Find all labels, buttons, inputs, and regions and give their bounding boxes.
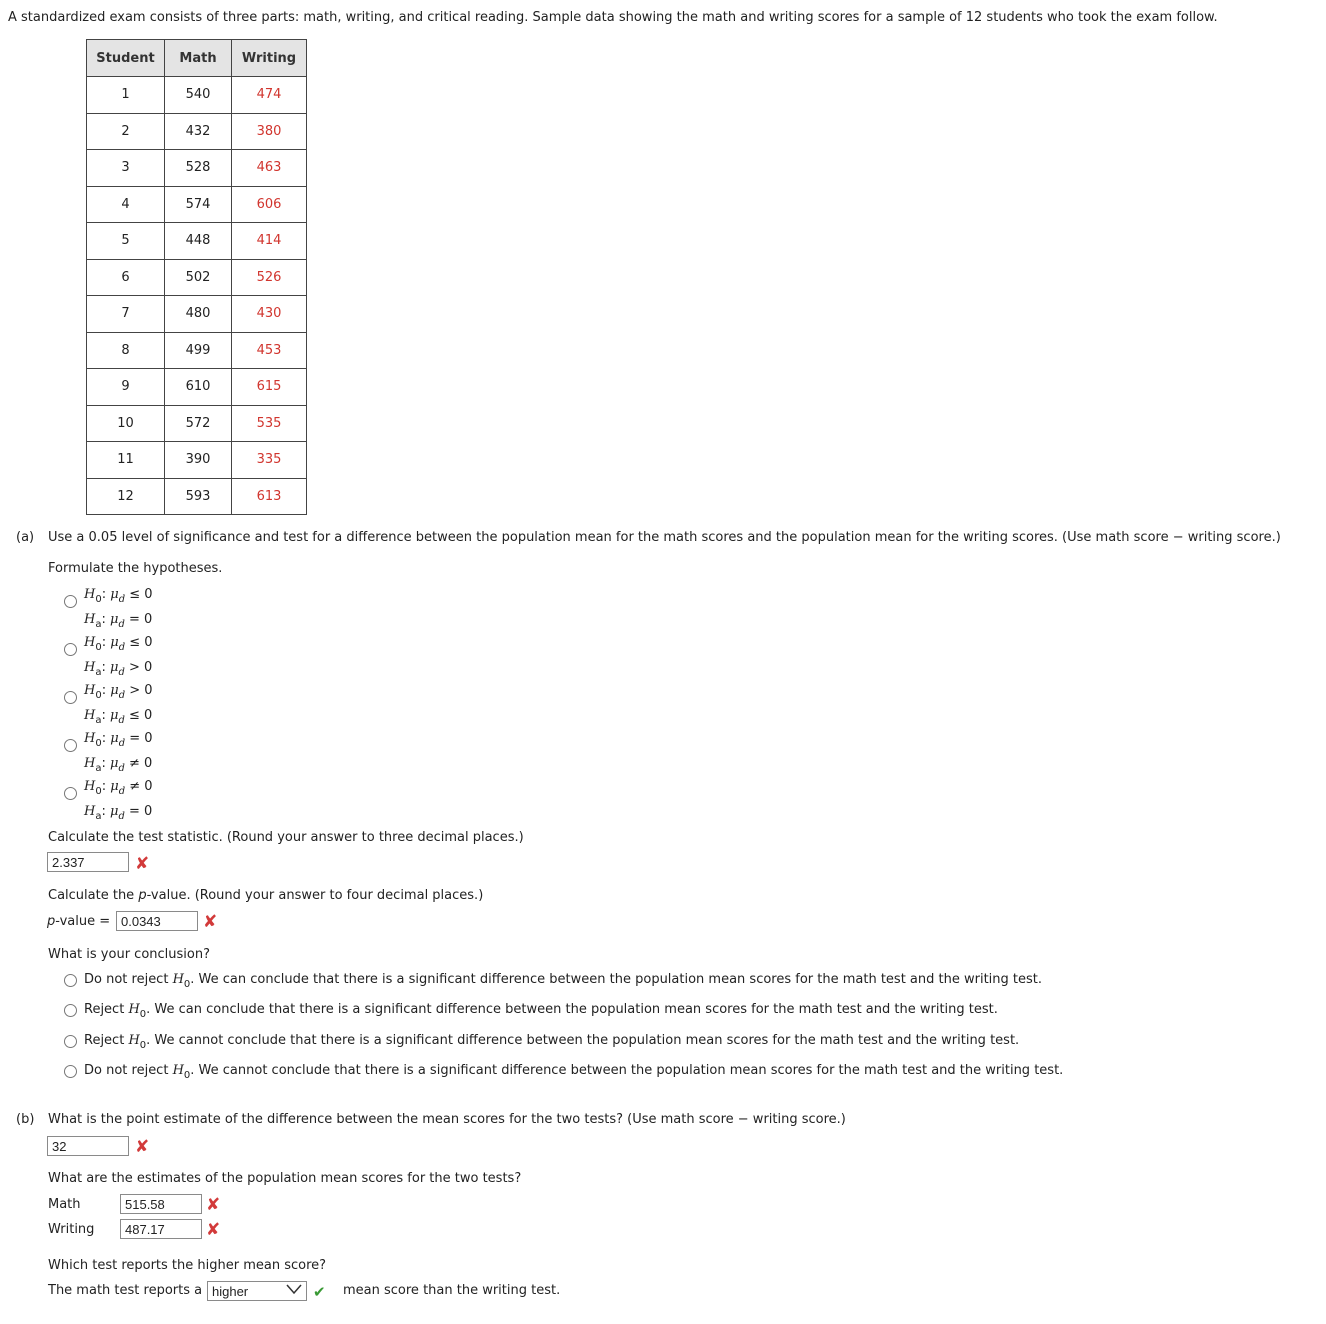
table-row xyxy=(87,442,307,479)
table-row xyxy=(87,332,307,369)
writing-mean-wrong-icon: ✘ xyxy=(206,1220,221,1240)
table-row xyxy=(87,113,307,150)
higher-select-value: higher xyxy=(212,1284,249,1299)
conclusion-radio-1[interactable] xyxy=(64,974,77,987)
cell-writing: 526 xyxy=(232,259,307,296)
cell-student: 7 xyxy=(87,296,165,333)
header-student: Student xyxy=(87,40,165,77)
writing-label: Writing xyxy=(48,1222,95,1237)
cell-writing: 430 xyxy=(232,296,307,333)
pvalue-label: p-value = xyxy=(47,914,111,929)
hypothesis-radio-1[interactable] xyxy=(64,595,77,608)
cell-math: 540 xyxy=(165,77,232,114)
part-a-question: Use a 0.05 level of significance and test for a difference between the population mean for the math scores and the population mean for the writing scores. (Use math score − writing score.) xyxy=(48,530,1281,545)
hypothesis-option-3: $H_0$: $\mu_d > 0$ $H_a$: $\mu_d \le 0$ xyxy=(84,683,153,726)
table-row xyxy=(87,223,307,260)
cell-math: 499 xyxy=(165,332,232,369)
cell-writing: 615 xyxy=(232,369,307,406)
cell-writing: 463 xyxy=(232,150,307,187)
table-row xyxy=(87,150,307,187)
scores-table xyxy=(86,39,307,515)
conclusion-option-4: Do not reject $H_0$. We cannot conclude that there is a significant difference between the population mean scores for the math test and the writing test. xyxy=(84,1063,1064,1081)
test-stat-prompt: Calculate the test statistic. (Round your answer to three decimal places.) xyxy=(48,830,524,845)
cell-math: 610 xyxy=(165,369,232,406)
part-b-question: What is the point estimate of the difference between the mean scores for the two tests? (Use math score − writing score.) xyxy=(48,1112,846,1127)
cell-math: 502 xyxy=(165,259,232,296)
conclusion-option-2: Reject $H_0$. We can conclude that there is a significant difference between the population mean scores for the math test and the writing test. xyxy=(84,1002,998,1020)
hypothesis-radio-2[interactable] xyxy=(64,643,77,656)
cell-math: 448 xyxy=(165,223,232,260)
cell-writing: 380 xyxy=(232,113,307,150)
cell-math: 528 xyxy=(165,150,232,187)
pvalue-prompt: Calculate the p-value. (Round your answer to four decimal places.) xyxy=(48,888,484,903)
cell-writing: 474 xyxy=(232,77,307,114)
cell-student: 5 xyxy=(87,223,165,260)
higher-select[interactable] xyxy=(207,1281,307,1301)
pvalue-wrong-icon: ✘ xyxy=(203,912,218,932)
cell-writing: 335 xyxy=(232,442,307,479)
hypothesis-option-4: $H_0$: $\mu_d = 0$ $H_a$: $\mu_d \ne 0$ xyxy=(84,731,153,774)
hypothesis-option-2: $H_0$: $\mu_d \le 0$ $H_a$: $\mu_d > 0$ xyxy=(84,635,153,678)
part-a-label: (a) xyxy=(16,530,35,545)
cell-student: 2 xyxy=(87,113,165,150)
cell-math: 432 xyxy=(165,113,232,150)
conclusion-prompt: What is your conclusion? xyxy=(48,947,210,962)
cell-student: 8 xyxy=(87,332,165,369)
point-estimate-wrong-icon: ✘ xyxy=(135,1137,150,1157)
conclusion-option-3: Reject $H_0$. We cannot conclude that there is a significant difference between the population mean scores for the math test and the writing test. xyxy=(84,1033,1020,1051)
table-row xyxy=(87,296,307,333)
hypothesis-radio-5[interactable] xyxy=(64,787,77,800)
sentence-pre: The math test reports a xyxy=(48,1283,203,1298)
conclusion-radio-2[interactable] xyxy=(64,1004,77,1017)
test-stat-input[interactable]: 2.337 xyxy=(47,852,129,872)
conclusion-option-1: Do not reject $H_0$. We can conclude that there is a significant difference between the population mean scores for the math test and the writing test. xyxy=(84,972,1043,990)
cell-math: 480 xyxy=(165,296,232,333)
cell-writing: 414 xyxy=(232,223,307,260)
math-mean-input[interactable]: 515.58 xyxy=(120,1194,202,1214)
estimates-prompt: What are the estimates of the population mean scores for the two tests? xyxy=(48,1171,522,1186)
cell-writing: 613 xyxy=(232,478,307,515)
table-row xyxy=(87,259,307,296)
hypothesis-radio-4[interactable] xyxy=(64,739,77,752)
hypothesis-option-5: $H_0$: $\mu_d \ne 0$ $H_a$: $\mu_d = 0$ xyxy=(84,779,153,822)
intro-text: A standardized exam consists of three parts: math, writing, and critical reading. Sample data showing the math and writing scores for a sample of 12 students who took the exam follow. xyxy=(8,10,1218,25)
cell-student: 3 xyxy=(87,150,165,187)
header-math: Math xyxy=(165,40,232,77)
chevron-down-icon xyxy=(286,1283,302,1300)
table-row xyxy=(87,478,307,515)
test-stat-wrong-icon: ✘ xyxy=(135,854,150,874)
point-estimate-input[interactable]: 32 xyxy=(47,1136,129,1156)
hypothesis-option-1: $H_0$: $\mu_d \le 0$ $H_a$: $\mu_d = 0$ xyxy=(84,587,153,630)
conclusion-radio-3[interactable] xyxy=(64,1035,77,1048)
cell-student: 10 xyxy=(87,405,165,442)
cell-writing: 606 xyxy=(232,186,307,223)
hypothesis-radio-3[interactable] xyxy=(64,691,77,704)
part-b-label: (b) xyxy=(16,1112,35,1127)
cell-writing: 453 xyxy=(232,332,307,369)
cell-student: 12 xyxy=(87,478,165,515)
table-row xyxy=(87,186,307,223)
sentence-post: mean score than the writing test. xyxy=(343,1283,561,1298)
cell-writing: 535 xyxy=(232,405,307,442)
cell-student: 11 xyxy=(87,442,165,479)
formulate-prompt: Formulate the hypotheses. xyxy=(48,561,223,576)
higher-correct-icon: ✔ xyxy=(313,1283,326,1301)
header-writing: Writing xyxy=(232,40,307,77)
math-mean-wrong-icon: ✘ xyxy=(206,1195,221,1215)
cell-math: 572 xyxy=(165,405,232,442)
cell-student: 1 xyxy=(87,77,165,114)
table-row xyxy=(87,405,307,442)
table-body xyxy=(87,77,307,515)
table-header-row xyxy=(87,40,307,77)
cell-student: 9 xyxy=(87,369,165,406)
writing-mean-input[interactable]: 487.17 xyxy=(120,1219,202,1239)
cell-math: 574 xyxy=(165,186,232,223)
cell-student: 4 xyxy=(87,186,165,223)
higher-prompt: Which test reports the higher mean score? xyxy=(48,1258,327,1273)
table-row xyxy=(87,77,307,114)
cell-math: 593 xyxy=(165,478,232,515)
conclusion-radio-4[interactable] xyxy=(64,1065,77,1078)
table-row xyxy=(87,369,307,406)
cell-student: 6 xyxy=(87,259,165,296)
pvalue-input[interactable]: 0.0343 xyxy=(116,911,198,931)
cell-math: 390 xyxy=(165,442,232,479)
math-label: Math xyxy=(48,1197,81,1212)
